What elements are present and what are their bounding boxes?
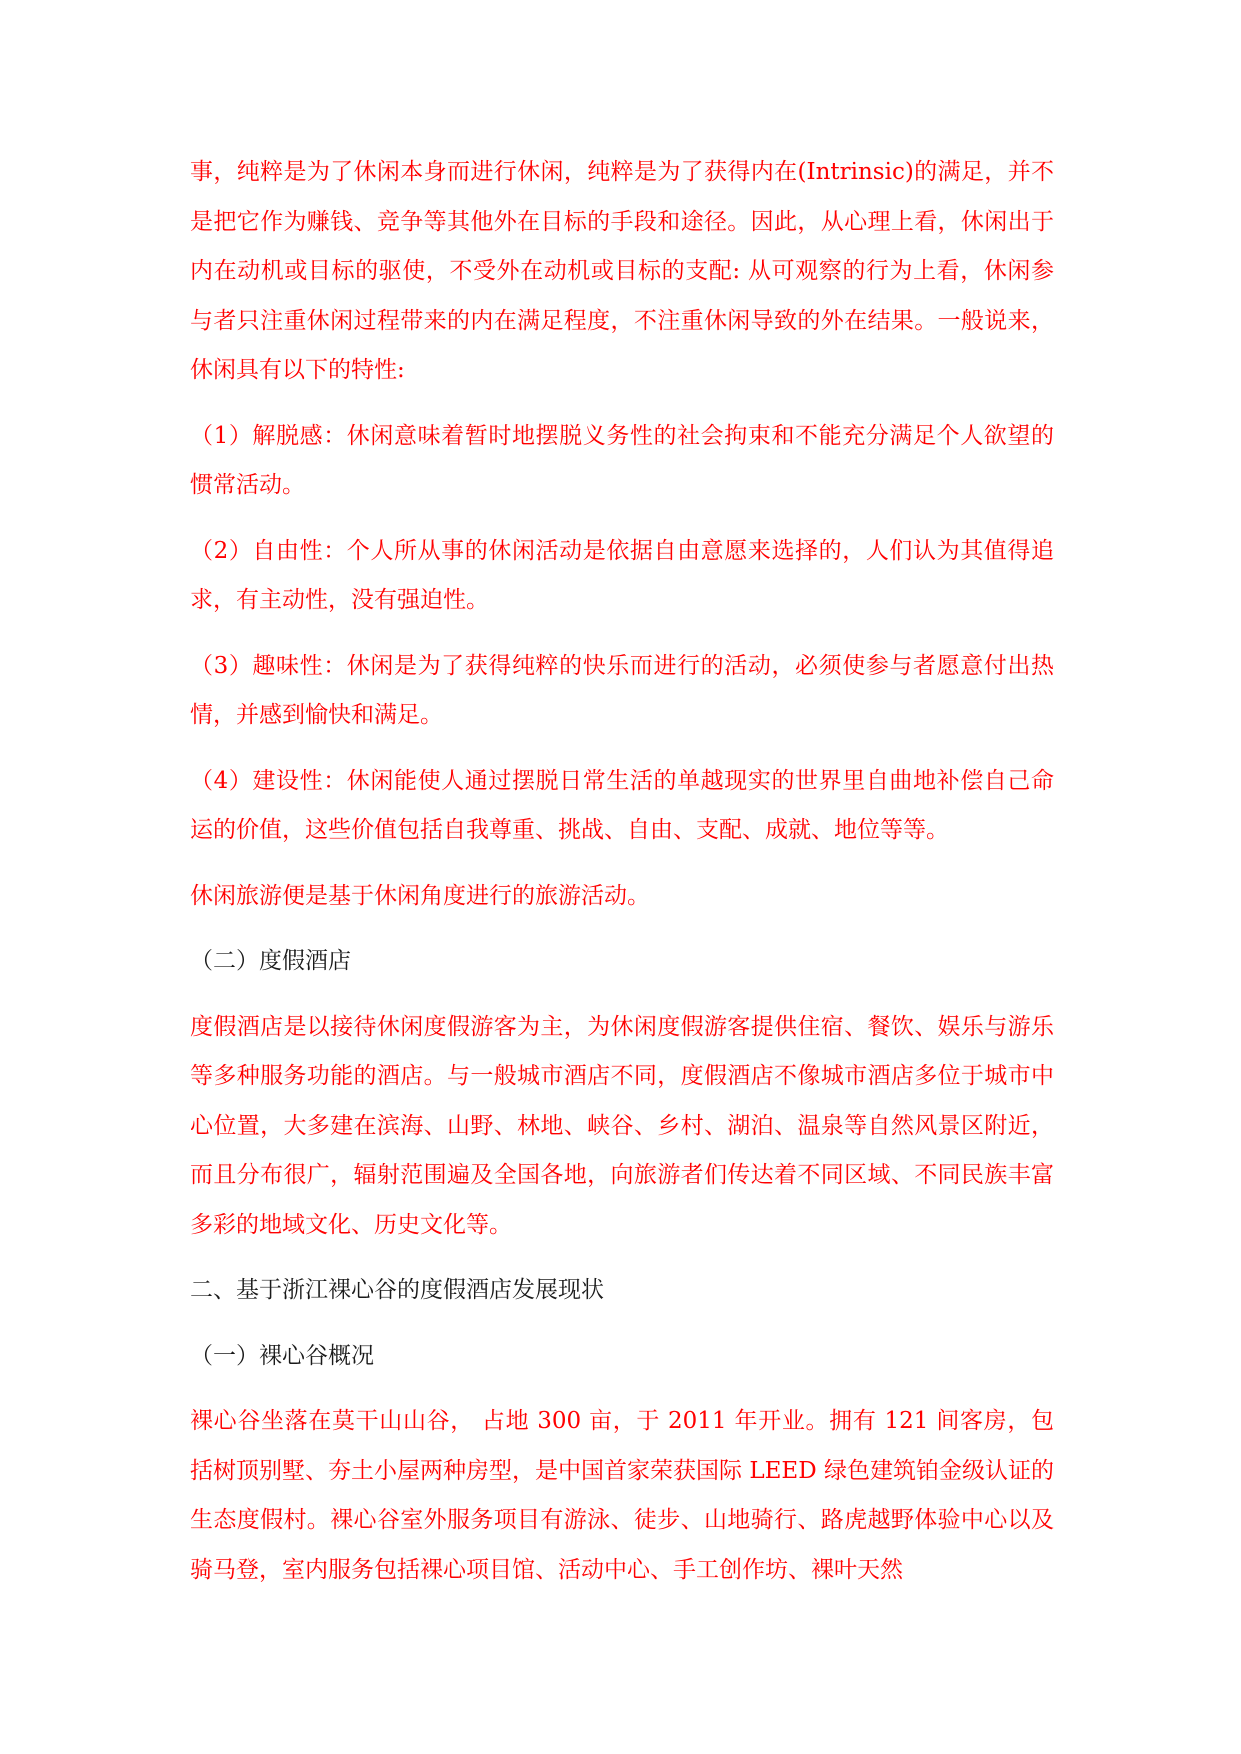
paragraph-resort-hotel: 度假酒店是以接待休闲度假游客为主，为休闲度假游客提供住宿、餐饮、娱乐与游乐等多种服务功能的酒店。与一般城市酒店不同，度假酒店不像城市酒店多位于城市中心位置，大多建在滨海、山野、林地、峡谷、乡村、湖泊、温泉等自然风景区附近，而且分布很广，辐射范围遍及全国各地，向旅游者们传达着不同区域、不同民族丰富多彩的地域文化、历史文化等。 [190, 1013, 1054, 1238]
paragraph-leisure-intro: 事，纯粹是为了休闲本身而进行休闲，纯粹是为了获得内在(Intrinsic)的满足，并不是把它作为赚钱、竞争等其他外在目标的手段和途径。因此，从心理上看，休闲出于内在动机或目标的驱使，不受外在动机或目标的支配: 从可观察的行为上看，休闲参与者只注重休闲过程带来的内在满足程度，不注重休闲导致的外在结果。一般说来，休闲具有以下的特性: [190, 159, 1054, 383]
document-page [190, 148, 1054, 1611]
paragraph-trait-interest: （3）趣味性：休闲是为了获得纯粹的快乐而进行的活动，必须使参与者愿意付出热情，并感到愉快和满足。 [190, 652, 1054, 728]
heading-resort-hotel: （二）度假酒店 [190, 948, 351, 974]
paragraph-trait-freedom: （2）自由性：个人所从事的休闲活动是依据自由意愿来选择的，人们认为其值得追求，有主动性，没有强迫性。 [190, 537, 1054, 613]
paragraph-trait-relief: （1）解脱感：休闲意味着暂时地摆脱义务性的社会拘束和不能充分满足个人欲望的惯常活动。 [190, 422, 1054, 498]
paragraph-trait-constructive: （4）建设性：休闲能使人通过摆脱日常生活的单越现实的世界里自曲地补偿自己命运的价值，这些价值包括自我尊重、挑战、自由、支配、成就、地位等等。 [190, 767, 1054, 843]
heading-naked-valley-overview: （一）裸心谷概况 [190, 1342, 374, 1369]
paragraph-naked-valley: 裸心谷坐落在莫干山山谷， 占地 300 亩，于 2011 年开业。拥有 121 间客房，包括树顶别墅、夯土小屋两种房型，是中国首家荣获国际 LEED 绿色建筑铂金级认证的生态度假村。裸心谷室外服务项目有游泳、徒步、山地骑行、路虎越野体验中心以及骑马登，室内服务包括裸心项目馆、活动中心、手工创作坊、裸叶天然 [190, 1408, 1054, 1583]
paragraph-leisure-tourism: 休闲旅游便是基于休闲角度进行的旅游活动。 [190, 882, 650, 909]
heading-section-two: 二、基于浙江裸心谷的度假酒店发展现状 [190, 1277, 604, 1303]
